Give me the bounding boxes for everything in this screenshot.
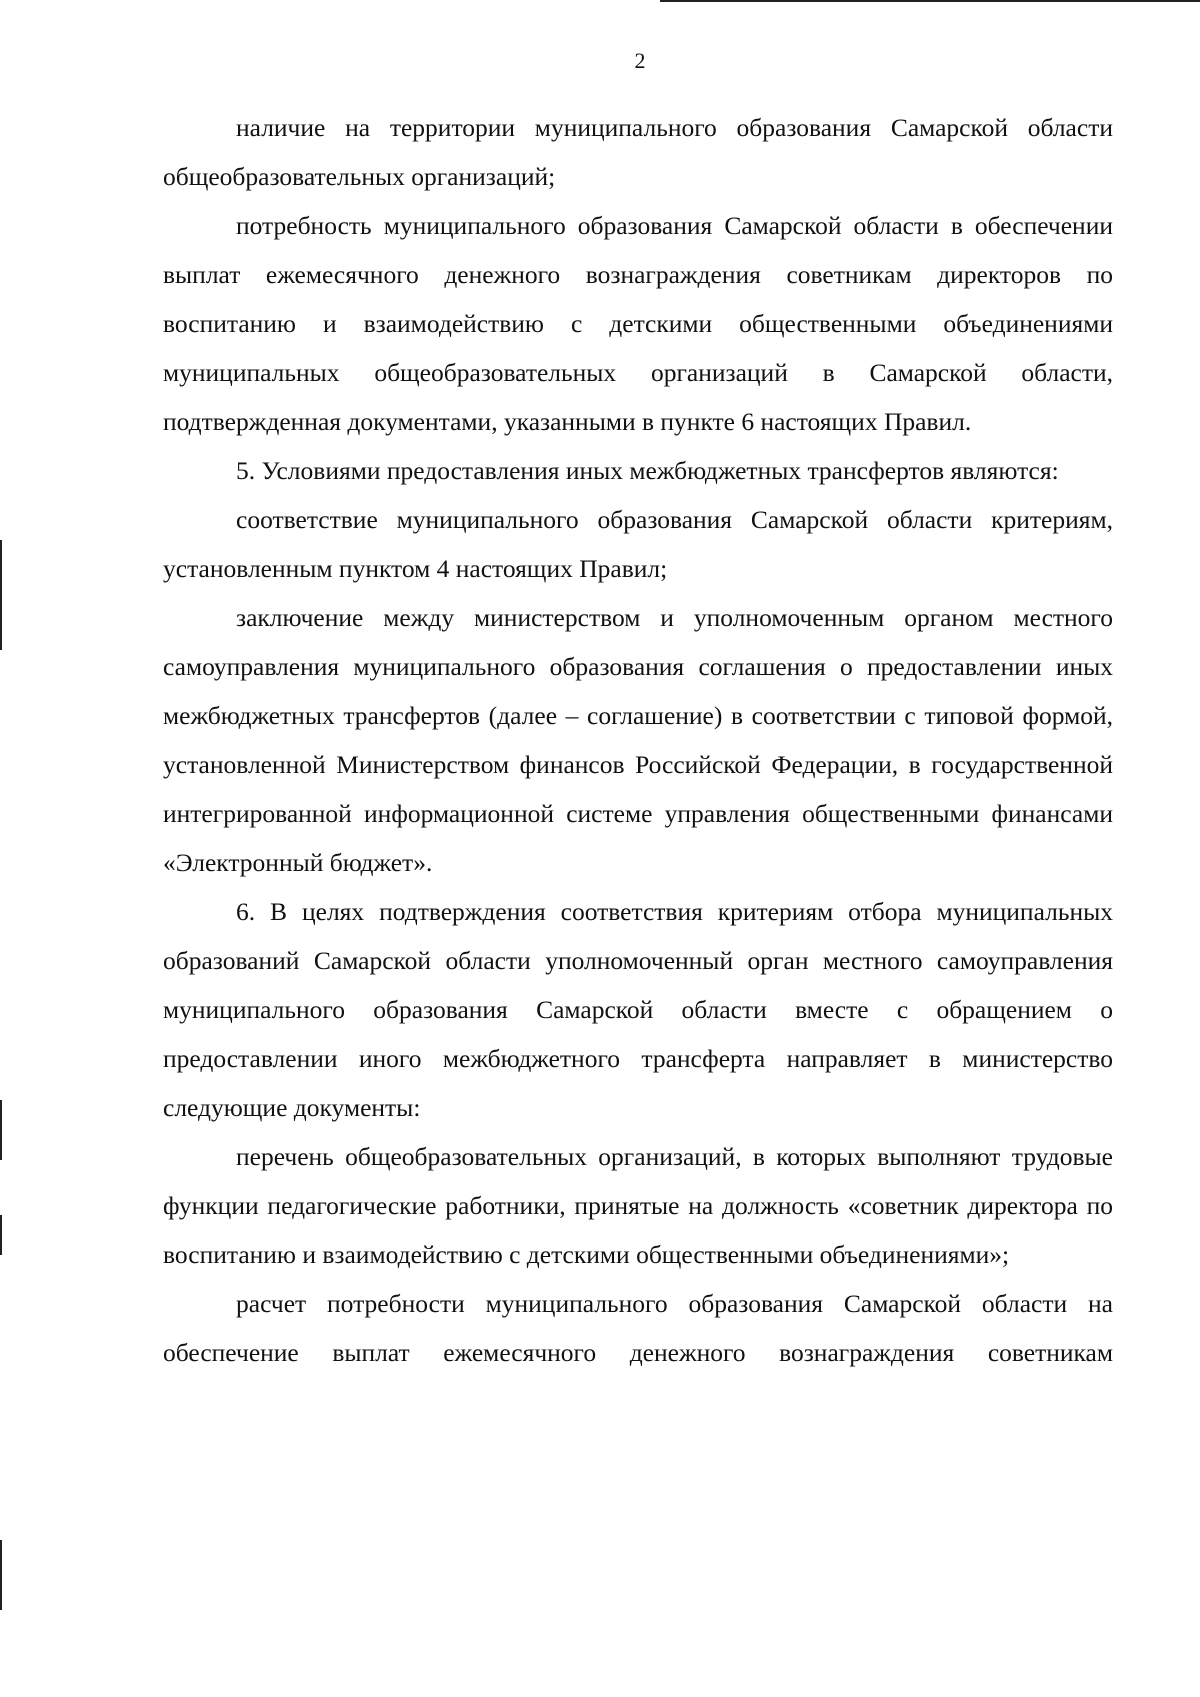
paragraph: потребность муниципального образования Самарской области в обеспечении выплат ежемесячного денежного вознаграждения советникам директоров по воспитанию и взаимодействию с детскими общественными объединениями муниципальных общеобразовательных организаций в Самарской области, подтвержденная документами, указанными в пункте 6 настоящих Правил. (163, 211, 1113, 436)
page-number: 2 (634, 48, 646, 73)
scan-binding-mark (0, 1540, 2, 1610)
scan-binding-mark (0, 540, 2, 650)
paragraph: заключение между министерством и уполномоченным органом местного самоуправления муниципального образования соглашения о предоставлении иных межбюджетных трансфертов (далее – соглашение) в соответствии с типовой формой, установленной Министерством финансов Российской Федерации, в государственной интегрированной информационной системе управления общественными финансами «Электронный бюджет». (163, 603, 1113, 877)
paragraph: перечень общеобразовательных организаций, в которых выполняют трудовые функции педагогические работники, принятые на должность «советник директора по воспитанию и взаимодействию с детскими общественными объединениями»; (163, 1142, 1113, 1269)
scan-binding-mark (0, 1100, 2, 1160)
paragraph: 5. Условиями предоставления иных межбюджетных трансфертов являются: (236, 456, 1059, 485)
scan-top-rule (660, 0, 1200, 2)
document-body (163, 103, 1113, 1377)
scan-binding-mark (0, 1215, 2, 1255)
paragraph: наличие на территории муниципального образования Самарской области общеобразовательных организаций; (163, 113, 1113, 191)
paragraph: соответствие муниципального образования Самарской области критериям, установленным пунктом 4 настоящих Правил; (163, 505, 1113, 583)
paragraph: расчет потребности муниципального образования Самарской области на обеспечение выплат ежемесячного денежного вознаграждения советникам (163, 1289, 1113, 1367)
paragraph: 6. В целях подтверждения соответствия критериям отбора муниципальных образований Самарской области уполномоченный орган местного самоуправления муниципального образования Самарской области вместе с обращением о предоставлении иного межбюджетного трансферта направляет в министерство следующие документы: (163, 897, 1113, 1122)
